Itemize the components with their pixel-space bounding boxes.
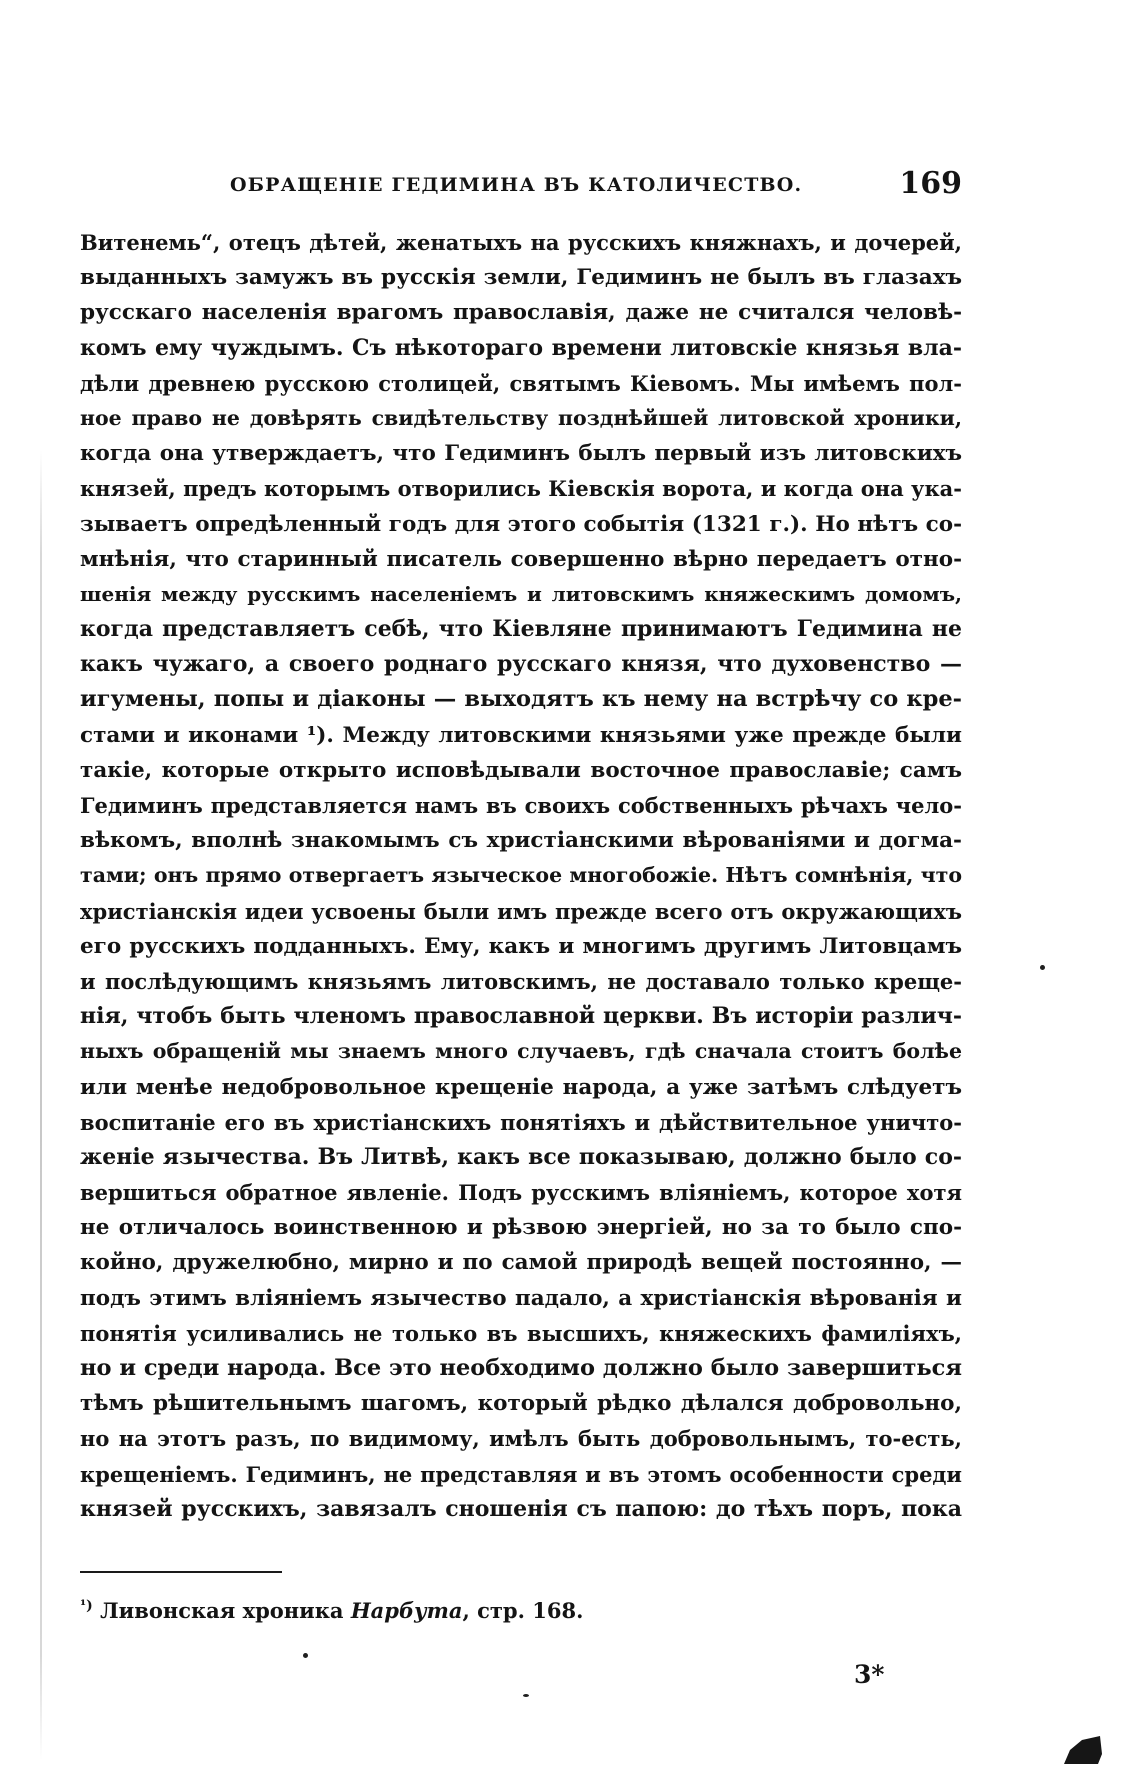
text-line: комъ ему чуждымъ. Съ нѣкотораго времени литовскіе князья вла- [80,334,962,361]
text-line: нія, чтобъ быть членомъ православной церкви. Въ исторіи различ- [80,1003,962,1030]
page-header [162,166,962,206]
text-line: тами; онъ прямо отвергаетъ языческое многобожіе. Нѣтъ сомнѣнія, что [80,863,962,888]
footnote-suffix: , стр. 168. [462,1598,584,1623]
footnote-prefix: Ливонская хроника [100,1598,344,1623]
text-line: но на этотъ разъ, по видимому, имѣлъ быть добровольнымъ, то-есть, [80,1426,962,1452]
text-line: шенія между русскимъ населеніемъ и литовскимъ княжескимъ домомъ, [80,581,962,606]
text-line: князей, предъ которымъ отворились Кіевскія ворота, и когда она ука- [80,476,962,502]
text-line: Гедиминъ представляется намъ въ своихъ собственныхъ рѣчахъ чело- [80,793,962,818]
footnote-rule [80,1571,282,1573]
text-line: стами и иконами ¹). Между литовскими князьями уже прежде были [80,722,962,748]
body-text [80,225,962,1527]
text-line: христіанскія идеи усвоены были имъ прежде всего отъ окружающихъ [80,898,962,924]
text-line: или менѣе недобровольное крещеніе народа, а уже затѣмъ слѣдуетъ [80,1074,962,1100]
text-line: тѣмъ рѣшительнымъ шагомъ, который рѣдко дѣлался добровольно, [80,1391,962,1417]
text-line: князей русскихъ, завязалъ сношенія съ папою: до тѣхъ поръ, пока [80,1495,962,1522]
text-line: и послѣдующимъ князьямъ литовскимъ, не доставало только креще- [80,968,962,994]
scan-binding-edge [40,450,42,1760]
text-line: когда представляетъ себѣ, что Кіевляне принимаютъ Гедимина не [80,616,962,643]
scan-speck [1040,965,1045,970]
scan-blot [1062,1734,1104,1766]
text-line: Витенемь“, отецъ дѣтей, женатыхъ на русскихъ княжнахъ, и дочерей, [80,230,962,255]
text-line: мнѣнія, что старинный писатель совершенно вѣрно передаетъ отно- [80,546,962,572]
footnote [80,1598,583,1623]
footnote-title: Нарбута [350,1598,463,1623]
text-line: когда она утверждаетъ, что Гедиминъ былъ первый изъ литовскихъ [80,441,962,467]
text-line: русскаго населенія врагомъ православія, даже не считался человѣ- [80,300,962,326]
page-number: 169 [899,166,962,201]
text-line: не отличалось воинственною и рѣзвою энергіей, но за то было спо- [80,1215,962,1241]
text-line: выданныхъ замужъ въ русскія земли, Гедиминъ не былъ въ глазахъ [80,265,962,291]
footnote-marker: ¹) [80,1598,93,1614]
text-line: воспитаніе его въ христіанскихъ понятіяхъ и дѣйствительное уничто- [80,1109,962,1135]
scan-speck [523,1694,529,1697]
text-line: вѣкомъ, вполнѣ знакомымъ съ христіанскими вѣрованіями и догма- [80,828,962,854]
text-line: но и среди народа. Все это необходимо должно было завершиться [80,1355,962,1381]
signature-mark: 3* [854,1660,885,1689]
text-line: понятія усиливались не только въ высшихъ, княжескихъ фамиліяхъ, [80,1320,962,1346]
text-line: какъ чужаго, а своего роднаго русскаго князя, что духовенство — [80,651,962,678]
text-line: такіе, которые открыто исповѣдывали восточное православіе; самъ [80,757,962,783]
text-line: зываетъ опредѣленный годъ для этого событія (1321 г.). Но нѣтъ со- [80,511,962,537]
text-line: койно, дружелюбно, мирно и по самой природѣ вещей постоянно, — [80,1250,962,1276]
text-line: игумены, попы и діаконы — выходятъ къ нему на встрѣчу со кре- [80,686,962,713]
text-line: дѣли древнею русскою столицей, святымъ Кіевомъ. Мы имѣемъ пол- [80,370,962,396]
text-line: ныхъ обращеній мы знаемъ много случаевъ, гдѣ сначала стоитъ болѣе [80,1039,962,1064]
text-line: вершиться обратное явленіе. Подъ русскимъ вліяніемъ, которое хотя [80,1180,962,1206]
text-line: ное право не довѣрять свидѣтельству позднѣйшей литовской хроники, [80,405,962,430]
scan-speck [303,1653,308,1658]
text-line: его русскихъ подданныхъ. Ему, какъ и многимъ другимъ Литовцамъ [80,933,962,959]
text-line: крещеніемъ. Гедиминъ, не представляя и въ этомъ особенности среди [80,1461,962,1487]
text-line: женіе язычества. Въ Литвѣ, какъ все показываю, должно было со- [80,1143,962,1170]
text-line: подъ этимъ вліяніемъ язычество падало, а христіанскія вѣрованія и [80,1285,962,1311]
running-head: ОБРАЩЕНІЕ ГЕДИМИНА ВЪ КАТОЛИЧЕСТВО. [230,174,803,196]
